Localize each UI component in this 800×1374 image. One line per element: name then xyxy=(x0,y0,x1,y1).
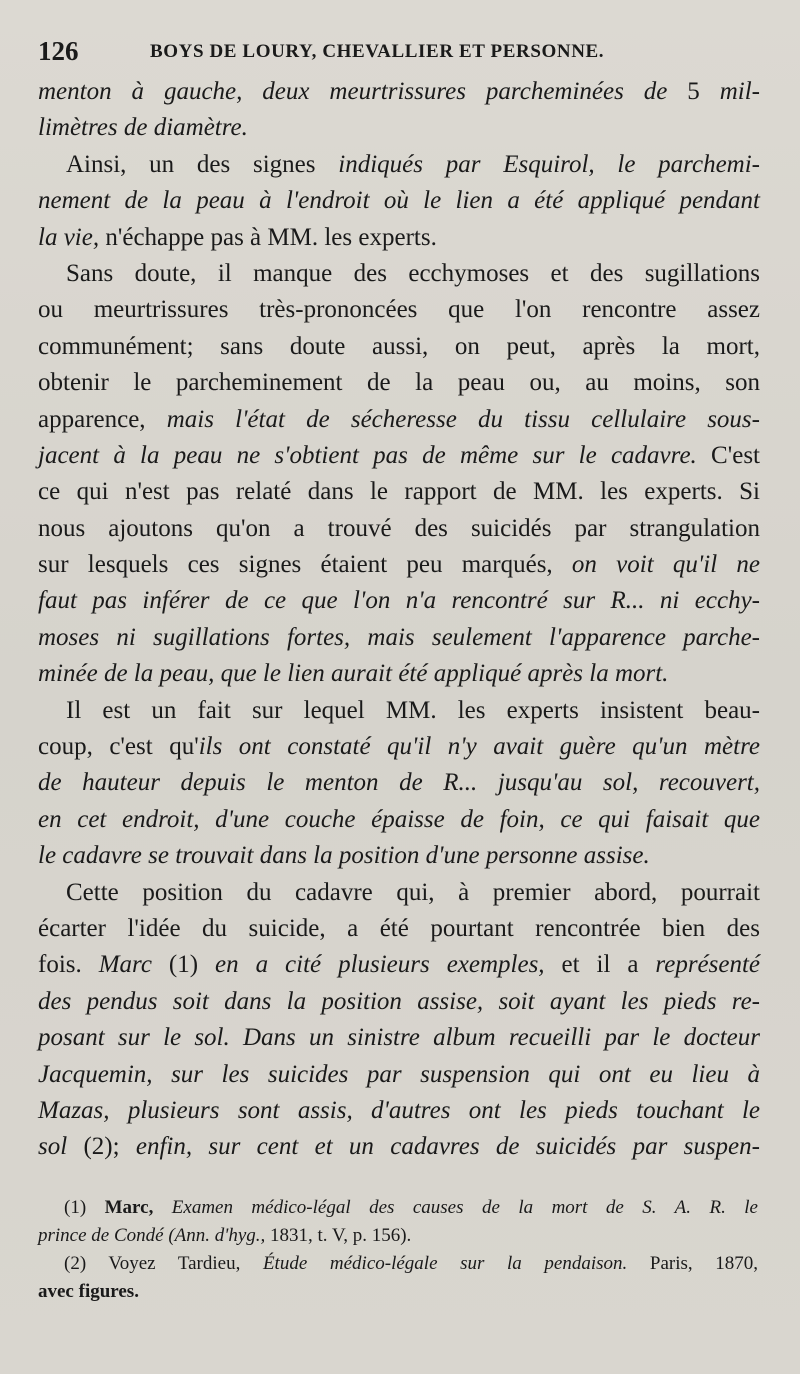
text-run: obtenir le parcheminement de la peau ou, au moins, son xyxy=(38,369,760,397)
italic-text: ils ont constaté qu'il n'y avait guère qu'un mètre xyxy=(198,733,760,761)
text-line xyxy=(38,74,760,110)
italic-text: sol xyxy=(38,1133,68,1161)
running-head: BOYS DE LOURY, CHEVALLIER ET PERSONNE. xyxy=(150,41,605,62)
footnote-line xyxy=(38,1278,758,1306)
italic-text: Marc xyxy=(98,951,152,979)
text-line xyxy=(38,365,760,401)
text-line xyxy=(38,911,760,947)
text-line xyxy=(38,183,760,219)
text-run: Ainsi, un des signes xyxy=(66,150,339,178)
text-line xyxy=(38,729,760,765)
page-header xyxy=(38,32,768,72)
italic-text: Étude médico-légale sur la pendaison. xyxy=(262,1253,628,1274)
italic-text: on voit qu'il ne xyxy=(571,551,760,579)
footnote-line xyxy=(38,1250,758,1278)
text-run: C'est xyxy=(696,441,760,469)
italic-text: représenté xyxy=(655,951,761,979)
text-run: fois. xyxy=(38,951,99,979)
italic-text: nement de la peau à l'endroit où le lien a été appliqué pendant xyxy=(38,187,760,215)
text-run: (1) xyxy=(64,1197,105,1218)
text-line xyxy=(38,1093,760,1129)
italic-text: jacent à la peau ne s'obtient pas de même sur le cadavre. xyxy=(38,441,697,469)
text-line xyxy=(38,838,760,874)
italic-text: enfin, sur cent et un cadavres de suicidés par suspen- xyxy=(135,1133,760,1161)
text-line xyxy=(38,947,760,983)
bold-text: avec figures. xyxy=(38,1281,139,1302)
italic-text: en cet endroit, d'une couche épaisse de foin, ce qui faisait que xyxy=(38,805,760,833)
text-run: (2) Voyez Tardieu, xyxy=(64,1253,263,1274)
text-line xyxy=(38,220,760,256)
italic-text: indiqués par Esquirol, le parchemi- xyxy=(338,150,760,178)
text-run: sur lesquels ces signes étaient peu marqués, xyxy=(38,551,572,579)
italic-text: Mazas, plusieurs sont assis, d'autres ont les pieds touchant le xyxy=(38,1096,760,1124)
bold-text: Marc, xyxy=(104,1197,154,1218)
text-line xyxy=(38,984,760,1020)
text-run: nous ajoutons qu'on a trouvé des suicidés par strangulation xyxy=(38,514,760,542)
text-line xyxy=(38,620,760,656)
italic-text: le cadavre se trouvait dans la position d'une personne assise. xyxy=(38,842,650,870)
text-line xyxy=(38,583,760,619)
text-run: apparence, xyxy=(38,405,167,433)
text-run: ce qui n'est pas relaté dans le rapport de MM. les experts. Si xyxy=(38,478,760,506)
text-line xyxy=(38,402,760,438)
text-run: et il a xyxy=(544,951,656,979)
text-run: 5 xyxy=(667,78,720,105)
text-run: (2); xyxy=(67,1133,136,1161)
italic-text: posant sur le sol. Dans un sinistre album recueilli par le docteur xyxy=(38,1024,760,1052)
text-line xyxy=(38,292,760,328)
footnote-line xyxy=(38,1222,758,1250)
text-run: 1831, t. V, p. 156). xyxy=(265,1225,412,1246)
text-line xyxy=(38,438,760,474)
italic-text: minée de la peau, que le lien aurait été appliqué après la mort. xyxy=(38,660,669,688)
italic-text: mil- xyxy=(719,78,761,105)
text-line xyxy=(38,802,760,838)
italic-text: menton à gauche, deux meurtrissures parcheminées de xyxy=(38,78,668,105)
footnote-line xyxy=(38,1194,758,1222)
italic-text: de hauteur depuis le menton de R... jusqu'au sol, recouvert, xyxy=(38,769,760,797)
italic-text: prince de Condé (Ann. d'hyg., xyxy=(38,1225,266,1246)
text-line xyxy=(38,547,760,583)
text-line xyxy=(38,511,760,547)
italic-text: limètres de diamètre. xyxy=(38,114,248,142)
text-line xyxy=(38,147,760,183)
text-line xyxy=(38,474,760,510)
italic-text: Examen médico-légal des causes de la mort de S. A. R. le xyxy=(171,1197,758,1218)
italic-text: moses ni sugillations fortes, mais seulement l'apparence parche- xyxy=(38,623,760,651)
italic-text: faut pas inférer de ce que l'on n'a rencontré sur R... ni ecchy- xyxy=(38,587,760,615)
text-run: Cette position du cadavre qui, à premier abord, pourrait xyxy=(66,878,760,906)
text-line xyxy=(38,1129,760,1165)
text-line xyxy=(38,693,760,729)
italic-text: mais l'état de sécheresse du tissu cellulaire sous- xyxy=(166,405,760,433)
text-run: Paris, 1870, xyxy=(627,1253,759,1274)
text-run: n'échappe pas à MM. les experts. xyxy=(99,223,437,251)
italic-text: Jacquemin, sur les suicides par suspension qui ont eu lieu à xyxy=(38,1060,760,1088)
italic-text: en a cité plusieurs exemples, xyxy=(215,951,545,979)
text-line xyxy=(38,1057,760,1093)
text-run: Sans doute, il manque des ecchymoses et des sugillations xyxy=(66,259,760,287)
footnotes xyxy=(38,1194,758,1306)
text-run: communément; sans doute aussi, on peut, après la mort, xyxy=(38,332,760,360)
text-run: Il est un fait sur lequel MM. les experts insistent beau- xyxy=(66,696,760,724)
italic-text: des pendus soit dans la position assise, soit ayant les pieds re- xyxy=(38,987,760,1015)
page-number: 126 xyxy=(38,36,79,66)
text-line xyxy=(38,256,760,292)
text-run: ou meurtrissures très-prononcées que l'on rencontre assez xyxy=(38,296,760,324)
text-line xyxy=(38,110,760,146)
text-line xyxy=(38,1020,760,1056)
text-run xyxy=(153,1197,171,1218)
text-line xyxy=(38,329,760,365)
text-run: écarter l'idée du suicide, a été pourtant rencontrée bien des xyxy=(38,914,760,942)
text-line xyxy=(38,656,760,692)
body-text xyxy=(38,74,760,1166)
text-line xyxy=(38,875,760,911)
text-run: coup, c'est qu' xyxy=(38,733,199,761)
text-line xyxy=(38,765,760,801)
italic-text: la vie, xyxy=(38,223,100,251)
text-run: (1) xyxy=(151,951,216,979)
